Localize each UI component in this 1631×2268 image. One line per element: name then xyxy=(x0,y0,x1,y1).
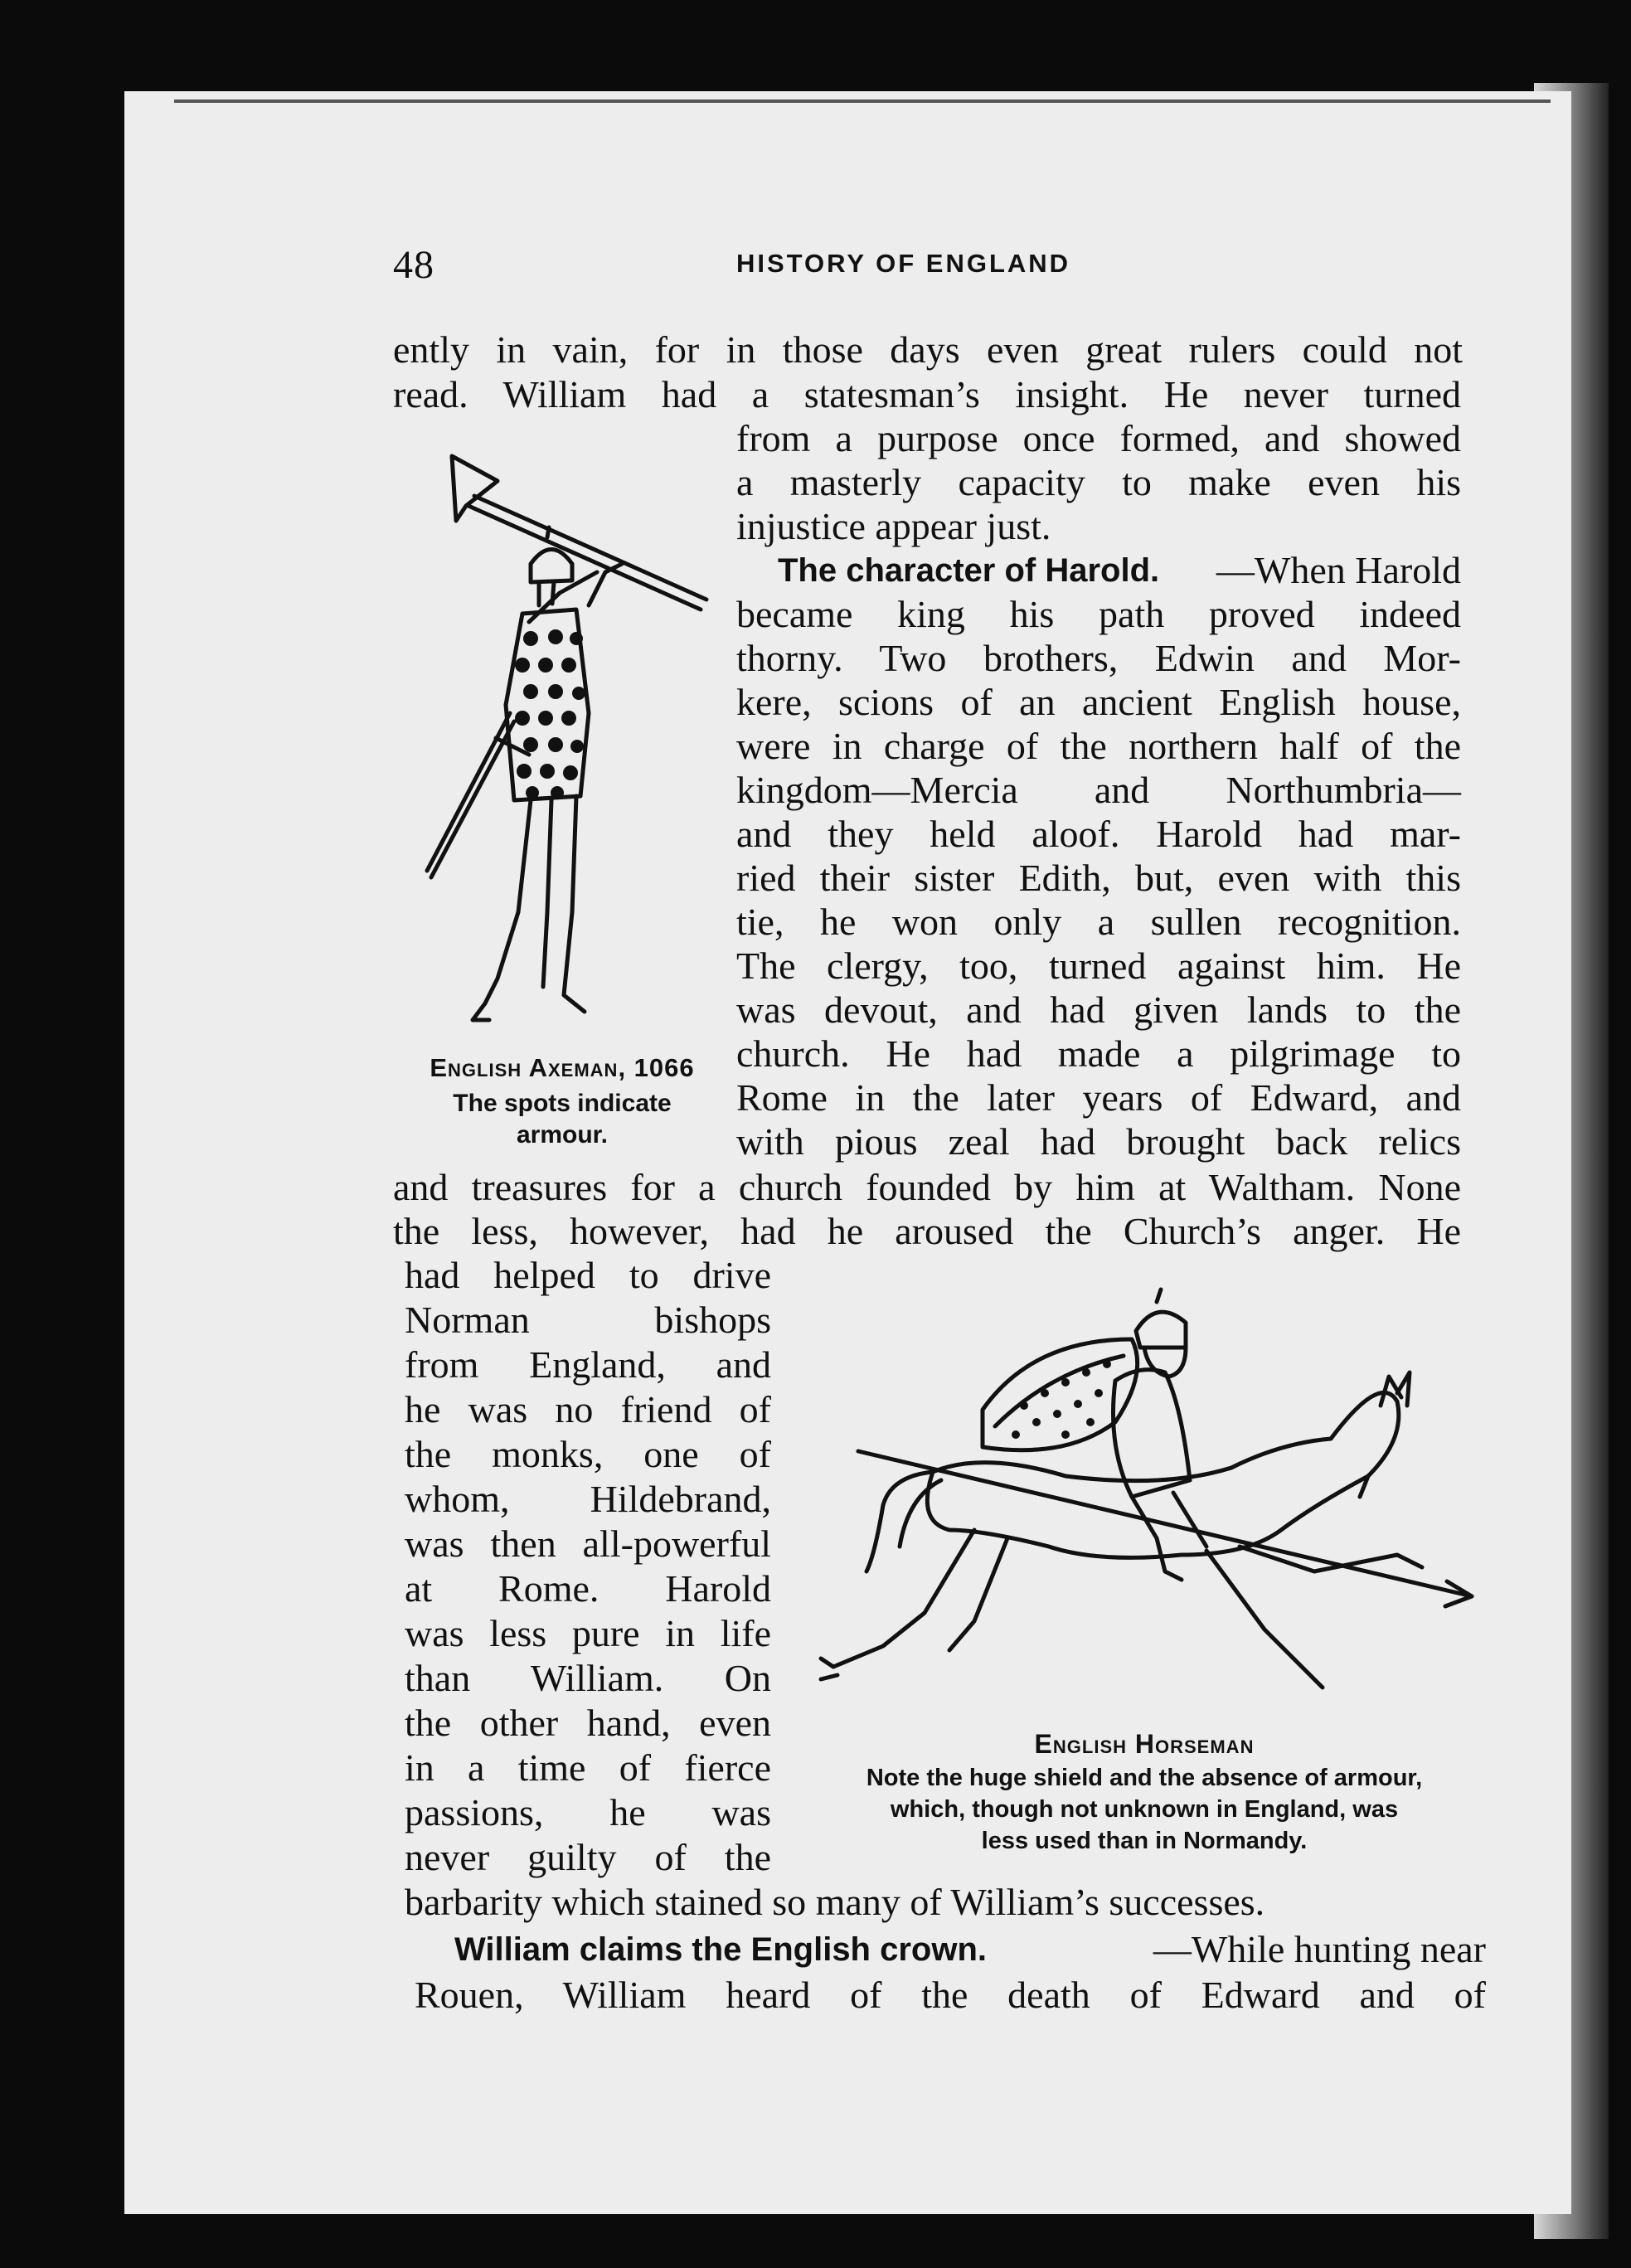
text-line: were in charge of the northern half of the xyxy=(736,725,1461,767)
text-fragment: —While hunting near xyxy=(1153,1928,1486,1970)
figure-title xyxy=(829,1729,1459,1760)
text-line: was then all-powerful xyxy=(405,1523,771,1565)
text-line: he was no friend of xyxy=(405,1388,771,1430)
text-line: with pious zeal had brought back relics xyxy=(736,1120,1461,1163)
section-heading: William claims the English crown. xyxy=(454,1931,988,1968)
text-line: and treasures for a church founded by him at Waltham. None xyxy=(393,1166,1461,1208)
text-line: kingdom—Mercia and Northumbria— xyxy=(736,769,1461,811)
text-line: than William. On xyxy=(405,1657,771,1699)
text-line: church. He had made a pilgrimage to xyxy=(736,1032,1461,1075)
page-top-rule xyxy=(174,100,1551,103)
text-line: the less, however, had he aroused the Church’s anger. He xyxy=(393,1210,1461,1252)
figure-caption-line: Note the huge shield and the absence of armour, xyxy=(866,1765,1423,1791)
text-line: in a time of fierce xyxy=(405,1746,771,1789)
text-line: Norman bishops xyxy=(405,1299,771,1341)
text-line: the other hand, even xyxy=(405,1702,771,1744)
text-line: Rome in the later years of Edward, and xyxy=(736,1076,1461,1119)
text-line: kere, scions of an ancient English house, xyxy=(736,681,1461,723)
text-line: became king his path proved indeed xyxy=(736,593,1461,635)
text-line: ried their sister Edith, but, even with this xyxy=(736,857,1461,899)
text-line: read. William had a statesman’s insight. He never turned xyxy=(393,373,1461,415)
english-horseman-illustration xyxy=(817,1281,1480,1721)
text-line: Rouen, William heard of the death of Edward and of xyxy=(415,1974,1486,2016)
text-line: had helped to drive xyxy=(405,1254,771,1296)
section-heading-line xyxy=(454,1928,1486,1971)
text-line: never guilty of the xyxy=(405,1836,771,1878)
text-line: thorny. Two brothers, Edwin and Mor- xyxy=(736,637,1461,679)
text-line: from England, and xyxy=(405,1343,771,1386)
section-heading-line xyxy=(778,549,1461,592)
text-line: injustice appear just. xyxy=(736,505,1051,547)
text-line: at Rome. Harold xyxy=(405,1567,771,1610)
figure-caption-line: less used than in Normandy. xyxy=(981,1828,1308,1854)
figure-title xyxy=(396,1053,728,1083)
figure-caption-line: The spots indicate xyxy=(453,1090,672,1117)
text-line: passions, he was xyxy=(405,1791,771,1833)
english-axeman-illustration xyxy=(406,448,721,1037)
figure-title-text: English Axeman, 1066 xyxy=(430,1053,695,1082)
section-heading: The character of Harold. xyxy=(778,552,1160,589)
page-number: 48 xyxy=(393,243,434,287)
text-line: was less pure in life xyxy=(405,1612,771,1654)
text-line: tie, he won only a sullen recognition. xyxy=(736,901,1461,943)
figure-caption-line: which, though not unknown in England, was xyxy=(890,1796,1399,1823)
text-line: from a purpose once formed, and showed xyxy=(736,417,1461,459)
text-line: and they held aloof. Harold had mar- xyxy=(736,813,1461,855)
figure-title-text: English Horseman xyxy=(1034,1729,1255,1759)
text-line: a masterly capacity to make even his xyxy=(736,461,1461,503)
running-title: HISTORY OF ENGLAND xyxy=(736,249,1071,278)
text-line: was devout, and had given lands to the xyxy=(736,988,1461,1031)
text-line: barbarity which stained so many of William’s successes. xyxy=(405,1881,1265,1923)
text-fragment: —When Harold xyxy=(1216,549,1461,591)
text-line: ently in vain, for in those days even great rulers could not xyxy=(393,328,1463,371)
text-line: the monks, one of xyxy=(405,1433,771,1475)
text-line: The clergy, too, turned against him. He xyxy=(736,945,1461,987)
text-line: whom, Hildebrand, xyxy=(405,1478,771,1520)
figure-caption-line: armour. xyxy=(516,1121,609,1149)
